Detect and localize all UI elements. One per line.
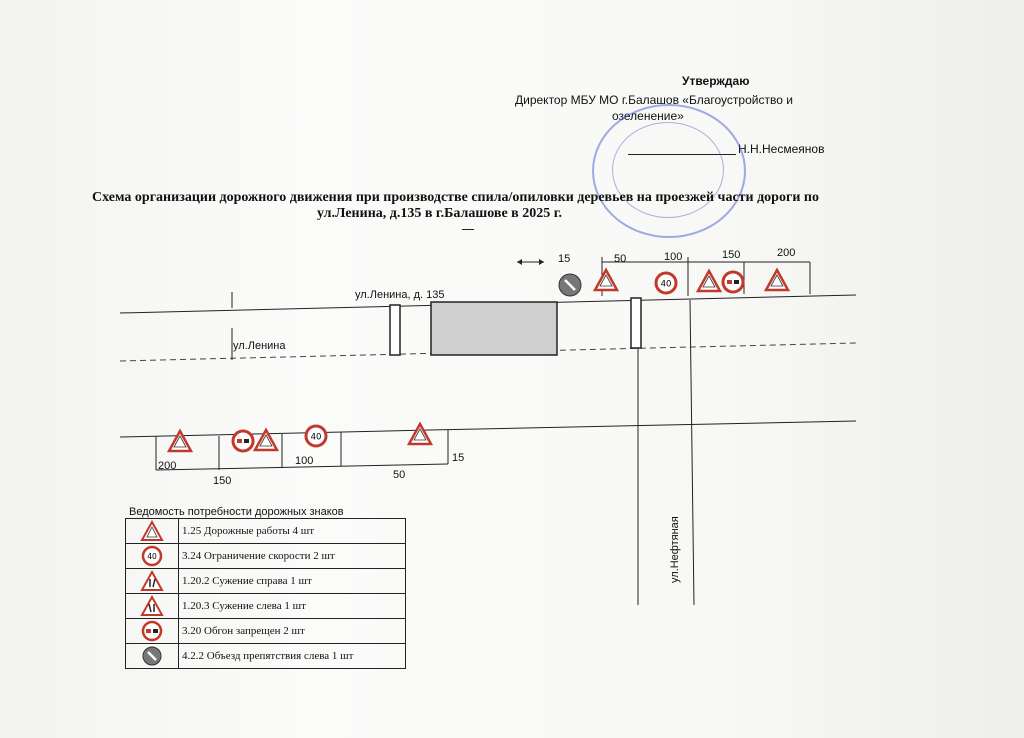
legend-row bbox=[126, 569, 406, 594]
speed-limit-sign-icon bbox=[656, 273, 676, 293]
no-overtaking-sign-icon bbox=[723, 272, 743, 292]
approval-title: Утверждаю bbox=[682, 74, 750, 88]
speed-limit-sign-icon bbox=[126, 544, 179, 569]
legend-row bbox=[126, 519, 406, 544]
legend-label: 1.20.3 Сужение слева 1 шт bbox=[179, 594, 406, 619]
top-distance-150: 150 bbox=[722, 249, 741, 261]
barrier-right bbox=[631, 298, 641, 348]
bottom-distance-200: 200 bbox=[158, 460, 177, 472]
road-works-sign-icon bbox=[595, 270, 617, 290]
legend-row bbox=[126, 594, 406, 619]
road-edge-bottom-left bbox=[120, 430, 430, 437]
work-zone bbox=[431, 302, 557, 355]
narrowing-sign-icon bbox=[698, 271, 720, 291]
narrowing-sign-icon-2 bbox=[255, 430, 277, 450]
approval-position-cont: озеленение» bbox=[612, 109, 684, 123]
no-overtaking-sign-icon bbox=[126, 619, 179, 644]
bottom-distance-50: 50 bbox=[393, 469, 406, 481]
top-distance-200: 200 bbox=[777, 247, 796, 259]
legend-row bbox=[126, 544, 406, 569]
legend-row bbox=[126, 619, 406, 644]
road-works-sign-icon-2 bbox=[766, 270, 788, 290]
legend-label: 4.2.2 Объезд препятствия слева 1 шт bbox=[179, 644, 406, 669]
legend-label: 3.24 Ограничение скорости 2 шт bbox=[179, 544, 406, 569]
road-works-sign-icon-3 bbox=[169, 431, 191, 451]
legend-label: 1.20.2 Сужение справа 1 шт bbox=[179, 569, 406, 594]
document-title: Схема организации дорожного движения при производстве спила/опиловки деревьев на проезжей части дороги по bbox=[92, 190, 819, 205]
speed-limit-sign-icon-2 bbox=[306, 426, 326, 446]
road-works-sign-icon bbox=[126, 519, 179, 544]
top-distance-15: 15 bbox=[558, 253, 571, 265]
svg-text:40: 40 bbox=[147, 552, 157, 561]
road-works-sign-icon-4 bbox=[409, 424, 431, 444]
bottom-distance-100: 100 bbox=[295, 455, 314, 467]
bottom-distance-150: 150 bbox=[213, 475, 232, 487]
street-side-label: ул.Нефтяная bbox=[669, 516, 681, 583]
svg-text:40: 40 bbox=[310, 432, 322, 443]
barrier-left bbox=[390, 305, 400, 355]
bottom-distance-15: 15 bbox=[452, 452, 465, 464]
legend-label: 1.25 Дорожные работы 4 шт bbox=[179, 519, 406, 544]
legend-caption: Ведомость потребности дорожных знаков bbox=[129, 506, 344, 518]
top-distance-50: 50 bbox=[614, 253, 627, 265]
narrowing-right-sign-icon bbox=[126, 569, 179, 594]
top-distance-100: 100 bbox=[664, 251, 683, 263]
street-main-label: ул.Ленина bbox=[233, 340, 286, 352]
detour-left-sign-icon bbox=[559, 274, 581, 296]
detour-left-sign-icon bbox=[126, 644, 179, 669]
legend-table bbox=[125, 518, 406, 669]
svg-text:40: 40 bbox=[660, 279, 672, 290]
address-label: ул.Ленина, д. 135 bbox=[355, 289, 445, 301]
legend-label: 3.20 Обгон запрещен 2 шт bbox=[179, 619, 406, 644]
approval-position: Директор МБУ МО г.Балашов «Благоустройство и bbox=[515, 93, 793, 107]
side-street-edge-right bbox=[690, 300, 694, 605]
no-overtaking-sign-icon-2 bbox=[233, 431, 253, 451]
road-edge-bottom-right bbox=[430, 421, 856, 430]
approval-name: Н.Н.Несмеянов bbox=[738, 142, 825, 156]
document-title-cont: ул.Ленина, д.135 в г.Балашове в 2025 г. bbox=[317, 206, 562, 221]
narrowing-left-sign-icon bbox=[126, 594, 179, 619]
legend-row bbox=[126, 644, 406, 669]
